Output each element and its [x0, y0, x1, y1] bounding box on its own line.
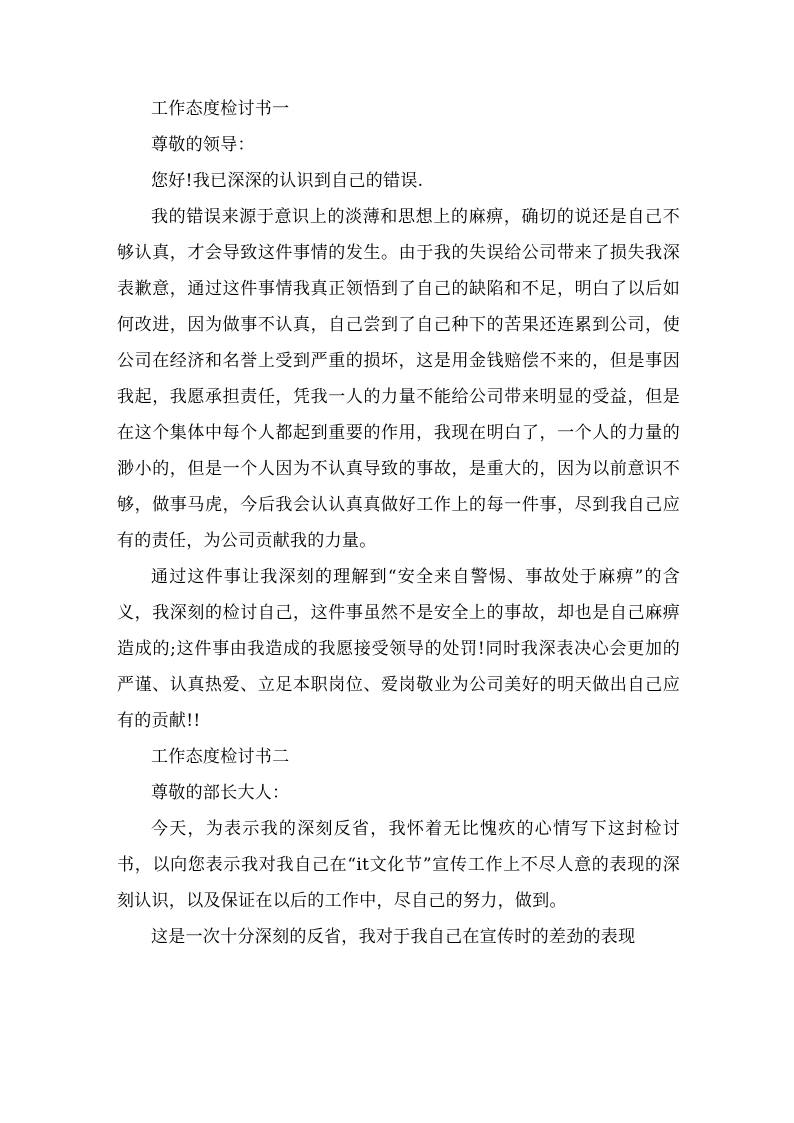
heading-letter-two: 工作态度检讨书二 — [151, 747, 290, 767]
salutation-leader: 尊敬的领导： — [151, 135, 255, 155]
salutation-minister: 尊敬的部长大人： — [151, 783, 290, 803]
heading-letter-one: 工作态度检讨书一 — [151, 99, 290, 119]
greeting-paragraph: 您好!我已深深的认识到自己的错误. — [151, 171, 424, 191]
body-paragraph-2: 通过这件事让我深刻的理解到“安全来自警惕、事故处于麻痹”的含义，我深刻的检讨自己，这件事虽然不是安全上的事故，却也是自己麻痹造成的;这件事由我造成的我愿接受领导的处罚!同时我深表决心会更加的严谨、认真热爱、立足本职岗位、爱岗敬业为公司美好的明天做出自己应有的贡献!! — [117, 567, 680, 731]
body-paragraph-4: 这是一次十分深刻的反省，我对于我自己在宣传时的差劲的表现 — [151, 927, 636, 947]
body-paragraph-3: 今天，为表示我的深刻反省，我怀着无比愧疚的心情写下这封检讨书，以向您表示我对我自己在“it文化节”宣传工作上不尽人意的表现的深刻认识，以及保证在以后的工作中，尽自己的努力，做到。 — [117, 819, 680, 911]
document-body — [117, 91, 680, 955]
body-paragraph-1: 我的错误来源于意识上的淡薄和思想上的麻痹，确切的说还是自己不够认真，才会导致这件事情的发生。由于我的失误给公司带来了损失我深表歉意，通过这件事情我真正领悟到了自己的缺陷和不足，明白了以后如何改进，因为做事不认真，自己尝到了自己种下的苦果还连累到公司，使公司在经济和名誉上受到严重的损坏，这是用金钱赔偿不来的，但是事因我起，我愿承担责任，凭我一人的力量不能给公司带来明显的受益，但是在这个集体中每个人都起到重要的作用，我现在明白了，一个人的力量的渺小的，但是一个人因为不认真导致的事故，是重大的，因为以前意识不够，做事马虎，今后我会认认真真做好工作上的每一件事，尽到我自己应有的责任，为公司贡献我的力量。 — [117, 207, 680, 551]
